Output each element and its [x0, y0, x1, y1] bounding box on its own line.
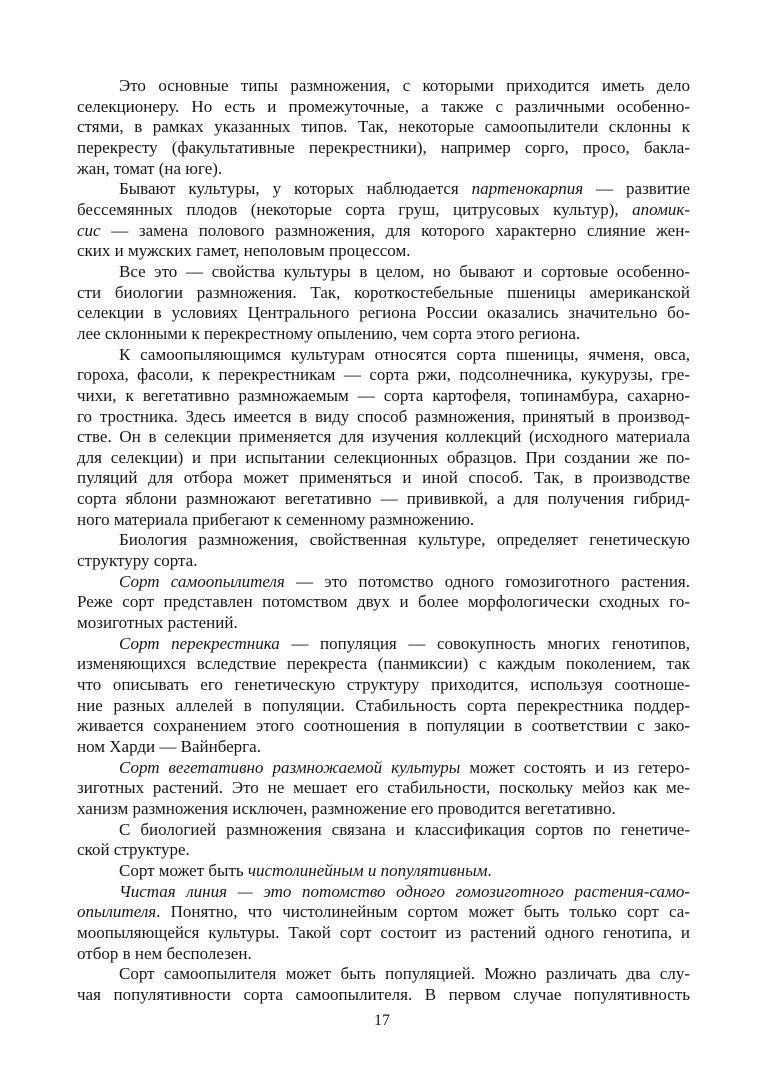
paragraph — [77, 345, 690, 531]
text-run: — развитие — [583, 179, 690, 199]
text-line — [77, 241, 690, 262]
text-run: зиготных растений. Это не мешает его стабильности, поскольку мейоз как ме- — [77, 778, 690, 798]
italic-text: Сорт вегетативно размножаемой культуры — [119, 757, 461, 777]
text-run: С биологией размножения связана и классификация сортов по генетиче- — [119, 819, 690, 839]
text-line — [77, 923, 690, 944]
text-run: сти биологии размножения. Так, короткостебельные пшеницы американской — [77, 282, 690, 302]
text-line — [77, 902, 690, 923]
text-run: отбор в нем бесполезен. — [77, 943, 252, 963]
text-run: бессемянных плодов (некоторые сорта груш, цитрусовых культур), — [77, 199, 633, 219]
text-line — [77, 448, 690, 469]
text-run: мозиготных растений. — [77, 613, 238, 633]
text-run: стями, в рамках указанных типов. Так, некоторые самоопылители склонны к — [77, 117, 690, 137]
text-line — [77, 592, 690, 613]
italic-text: чистолинейным и популятивным — [247, 860, 488, 880]
text-run: селекционеру. Но есть и промежуточные, а также с различными особенно- — [77, 96, 690, 116]
text-run: чихи, к вегетативно размножаемым — сорта картофеля, топинамбура, сахарно- — [77, 385, 690, 405]
text-line — [77, 840, 690, 861]
text-line — [77, 221, 690, 242]
text-line — [77, 530, 690, 551]
paragraph — [77, 179, 690, 262]
paragraph — [77, 572, 690, 634]
text-line — [77, 778, 690, 799]
text-line — [77, 799, 690, 820]
text-run: пуляций для отбора может применяться и иной способ. Так, в производстве — [77, 468, 690, 488]
text-run: изменяющихся вследствие перекреста (панмиксии) с каждым поколением, так — [77, 654, 690, 674]
text-line — [77, 427, 690, 448]
text-line — [77, 179, 690, 200]
text-run: — это потомство одного гомозиготного растения. — [284, 571, 690, 591]
text-run: стве. Он в селекции применяется для изучения коллекций (исходного материала — [77, 427, 690, 447]
text-line — [77, 386, 690, 407]
paragraph — [77, 964, 690, 1005]
text-line — [77, 365, 690, 386]
paragraph — [77, 882, 690, 965]
text-run: ном Харди — Вайнберга. — [77, 737, 261, 756]
paragraph — [77, 820, 690, 861]
paragraph — [77, 758, 690, 820]
text-line — [77, 964, 690, 985]
text-run: гороха, фасоли, к перекрестникам — сорта ржи, подсолнечника, кукурузы, гре- — [77, 365, 690, 385]
text-line — [77, 262, 690, 283]
text-line — [77, 716, 690, 737]
text-line — [77, 468, 690, 489]
text-run: . — [487, 860, 492, 880]
text-run: — замена полового размножения, для которого характерно слияние жен- — [100, 220, 690, 240]
text-run: лее склонными к перекрестному опылению, чем сорта этого региона. — [77, 323, 581, 343]
text-line — [77, 117, 690, 138]
text-line — [77, 654, 690, 675]
text-run: селекции в условиях Центрального региона России оказались значительно бо- — [77, 303, 690, 323]
text-line — [77, 882, 690, 903]
text-line — [77, 510, 690, 531]
text-run: для селекции) и при испытании селекционных образцов. При создании же по- — [77, 447, 690, 467]
text-line — [77, 138, 690, 159]
italic-text: Сорт перекрестника — [119, 633, 280, 653]
text-run: Сорт может быть — [119, 860, 248, 880]
italic-text: апомик- — [632, 199, 690, 219]
italic-text: сис — [77, 220, 101, 240]
text-line — [77, 97, 690, 118]
paragraph — [77, 262, 690, 345]
text-run: . Понятно, что чистолинейным сортом может быть только сорт са- — [156, 902, 690, 922]
text-line — [77, 985, 690, 1006]
text-line — [77, 634, 690, 655]
text-run: Бывают культуры, у которых наблюдается — [119, 179, 472, 199]
text-run: Сорт самоопылителя может быть популяцией. Можно различать два слу- — [119, 964, 690, 984]
text-run: структуру сорта. — [77, 551, 198, 571]
text-run: перекресту (факультативные перекрестники), например сорго, просо, бакла- — [77, 137, 690, 157]
italic-text: опылителя — [77, 902, 157, 922]
paragraph — [77, 530, 690, 571]
text-run: жан, томат (на юге). — [77, 158, 223, 178]
paragraph — [77, 861, 690, 882]
text-run: Это основные типы размножения, с которыми приходится иметь дело — [119, 76, 690, 95]
text-run: сорта яблони размножают вегетативно — прививкой, а для получения гибрид- — [77, 489, 690, 509]
text-run: ских и мужских гамет, неполовым процессом. — [77, 241, 411, 261]
text-line — [77, 407, 690, 428]
text-line — [77, 551, 690, 572]
text-run: Биология размножения, свойственная культуре, определяет генетическую — [119, 530, 690, 550]
page-body — [77, 76, 690, 1006]
text-line — [77, 861, 690, 882]
text-run: моопыляющейся культуры. Такой сорт состоит из растений одного генотипа, и — [77, 922, 690, 942]
text-line — [77, 758, 690, 779]
text-line — [77, 345, 690, 366]
text-run: ской структуре. — [77, 840, 190, 860]
text-run: что описывать его генетическую структуру приходится, используя соотноше- — [77, 675, 690, 695]
italic-text: Сорт самоопылителя — [119, 571, 285, 591]
text-line — [77, 283, 690, 304]
text-line — [77, 159, 690, 180]
text-line — [77, 613, 690, 634]
text-line — [77, 737, 690, 758]
text-line — [77, 76, 690, 97]
text-run: К самоопыляющимся культурам относятся сорта пшеницы, ячменя, овса, — [119, 344, 690, 364]
text-line — [77, 489, 690, 510]
italic-text: партенокарпия — [471, 179, 584, 199]
text-run: Реже сорт представлен потомством двух и более морфологически сходных го- — [77, 592, 690, 612]
text-line — [77, 820, 690, 841]
text-line — [77, 572, 690, 593]
text-line — [77, 303, 690, 324]
text-run: ного материала прибегают к семенному размножению. — [77, 509, 475, 529]
text-run: чая популятивности сорта самоопылителя. В первом случае популятивность — [77, 984, 690, 1004]
text-line — [77, 944, 690, 965]
page-number: 17 — [374, 1012, 390, 1029]
text-run: ние разных аллелей в популяции. Стабильность сорта перекрестника поддер- — [77, 695, 690, 715]
text-run: — популяция — совокупность многих генотипов, — [279, 633, 690, 653]
text-run: ханизм размножения исключен, размножение его проводится вегетативно. — [77, 798, 616, 818]
text-line — [77, 200, 690, 221]
text-line — [77, 696, 690, 717]
text-line — [77, 675, 690, 696]
text-run: Все это — свойства культуры в целом, но бывают и сортовые особенно- — [119, 261, 690, 281]
text-run: может состоять и из гетеро- — [460, 757, 690, 777]
paragraph — [77, 76, 690, 179]
text-line — [77, 324, 690, 345]
paragraph — [77, 634, 690, 758]
italic-text: Чистая линия — это потомство одного гомозиготного растения-само- — [119, 881, 690, 901]
text-run: живается сохранением этого соотношения в популяции в соответствии с зако- — [77, 716, 690, 736]
text-run: го тростника. Здесь имеется в виду способ размножения, принятый в производ- — [77, 406, 690, 426]
